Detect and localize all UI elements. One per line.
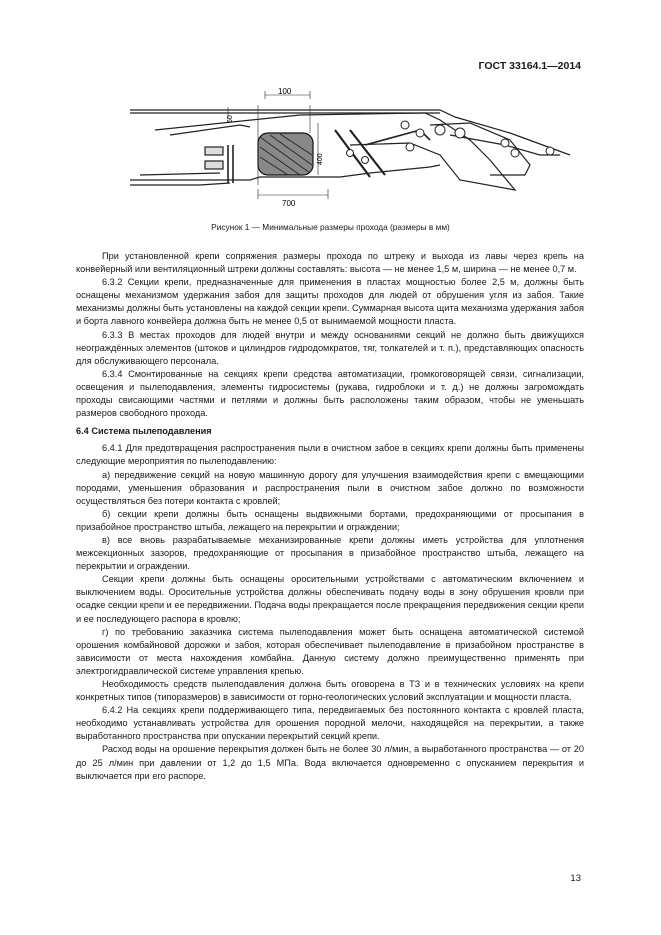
- body-text: [76, 250, 584, 783]
- dim-top-label: 100: [278, 87, 292, 96]
- paragraph: 6.3.3 В местах проходов для людей внутри и между основаниями секций не должно быть движущихся неограждённых элементов (штоков и цилиндров гидродомкратов, тяг, толкателей и т. п.), представляющих опасность для обслуживающего персонала.: [76, 329, 584, 366]
- roof-line: [130, 110, 570, 155]
- section-paragraph: 6.4.2 На секциях крепи поддерживающего типа, передвигаемых без постоянного контакта с кровлей пласта, необходимо устанавливать устройства для орошения породной мелочи, находящейся на перекрытии, а также выработанного пространства при опускании перекрытий секций крепи.: [76, 705, 584, 742]
- figure-caption: Рисунок 1 — Минимальные размеры прохода (размеры в мм): [211, 222, 450, 232]
- page-number: 13: [570, 873, 581, 884]
- support-section-drawing: [110, 85, 580, 210]
- dim-side-large-label: 400: [317, 153, 324, 165]
- paragraph: 6.3.2 Секции крепи, предназначенные для применения в пластах мощностью более 2,5 м, должны быть оснащены механизмом удержания забоя для защиты проходов для людей от обрушения угля из забоя. Такие механизмы должны быть установлены на каждой секции крепи. Суммарная высота щита механизма удержания забоя и борта лавного конвейера должна быть не менее 0,5 от вынимаемой мощности пласта.: [76, 277, 584, 327]
- section-title: 6.4 Система пылеподавления: [76, 426, 212, 437]
- section-paragraph: Расход воды на орошение перекрытия должен быть не более 30 л/мин, а выработанного пространства — от 20 до 25 л/мин при давлении от 1,2 до 1,5 МПа. Вода включается одновременно с опусканием перекрытия и выключается при его распоре.: [76, 744, 584, 781]
- section-paragraph: в) все вновь разрабатываемые механизированные крепи должны иметь устройства для уплотнения межсекционных зазоров, предохраняющие от просыпания в призабойное пространство штыба, лежащего на перекрытии и ограждении.: [76, 534, 584, 572]
- paragraph: 6.3.4 Смонтированные на секциях крепи средства автоматизации, громкоговорящей связи, сигнализации, освещения и пылеподавления, элементы гидросистемы (рукава, гидроблоки и т. д.) не должны загромождать проходы свисающими частями и петлями и должны быть расположены таким образом, чтобы не уменьшать размеров свободного прохода.: [76, 368, 584, 419]
- section-paragraph: 6.4.1 Для предотвращения распространения пыли в очистном забое в секциях крепи должны быть применены следующие мероприятия по пылеподавлению:: [76, 443, 584, 467]
- section-paragraph: Секции крепи должны быть оснащены оросительными устройствами с автоматическим включением и выключением воды. Оросительные устройства должны обеспечивать подачу воды в зону обрушения кровли при осадке секции крепи и ее передвижении. Подача воды прекращается после прекращения передвижения секции крепи и ее последующего распора в кровлю;: [76, 574, 584, 624]
- paragraph: При установленной крепи сопряжения размеры прохода по штреку и выхода из лавы через крепь на конвейерный или вентиляционный штреки должны составлять: высота — не менее 1,5 м, ширина — не менее 0,7 м.: [76, 251, 584, 275]
- dim-side-small-label: 50: [227, 115, 234, 123]
- section-paragraph: а) передвижение секций на новую машинную дорогу для улучшения взаимодействия крепи с вмещающими породами, уменьшения образования и распространения пыли в очистном забое должно по возможности осуществляться без потери контакта с кровлей;: [76, 469, 584, 506]
- dim-bottom-label: 700: [282, 199, 296, 208]
- section-paragraph: б) секции крепи должны быть оснащены выдвижными бортами, предохраняющими от просыпания в призабойное пространство штыба, лежащего на перекрытии и ограждении;: [76, 508, 584, 532]
- section-paragraph: Необходимость средств пылеподавления должна быть оговорена в ТЗ и в технических условиях на крепи конкретных типов (типоразмеров) в зависимости от горно-геологических условий эксплуатации и мощности пласта.: [76, 679, 584, 703]
- section-paragraph: г) по требованию заказчика система пылеподавления может быть оснащена автоматической системой орошения комбайновой дорожки и забоя, которая обеспечивает пылеподавление в призабойном пространстве в зависимости от места нахождения комбайна. Данную систему должно преимущественно применять при электрогидравлической системе управления крепью.: [76, 626, 584, 676]
- document-header: ГОСТ 33164.1—2014: [478, 60, 581, 72]
